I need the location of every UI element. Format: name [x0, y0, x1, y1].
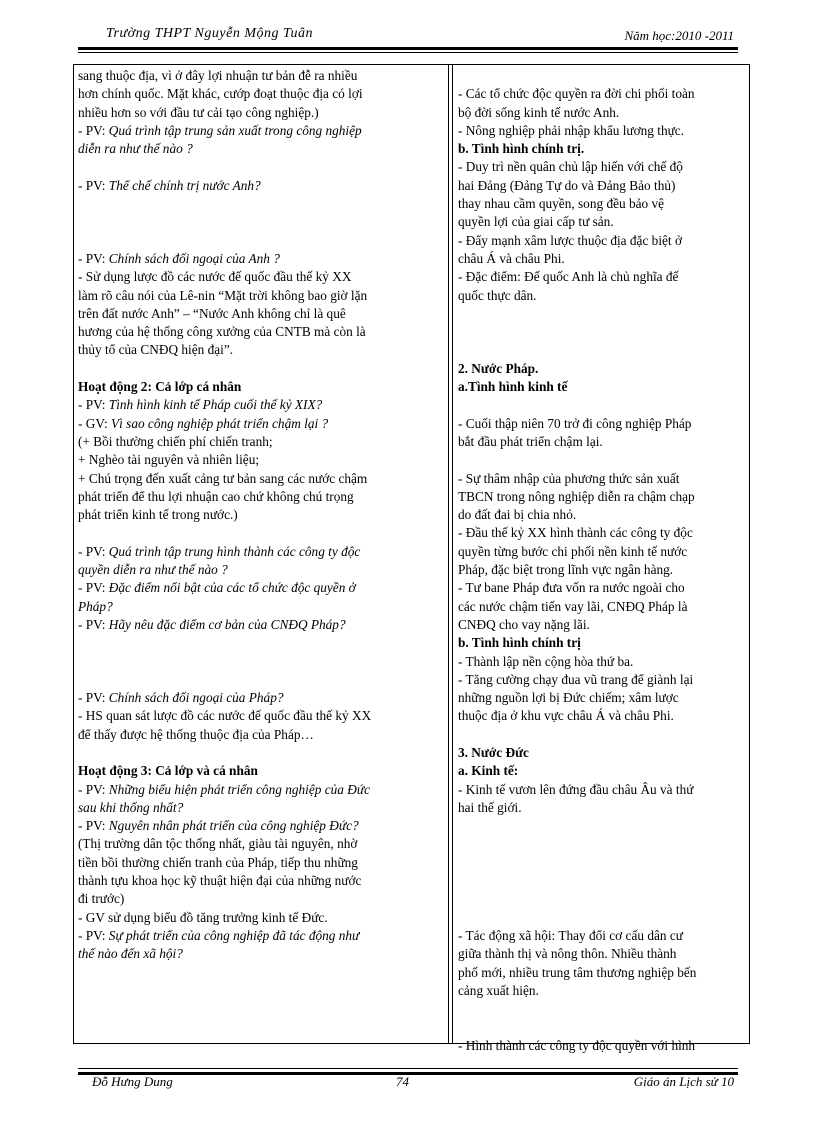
question-line	[78, 177, 444, 195]
question-text: Thể chế chính trị nước Anh?	[108, 177, 261, 193]
lesson-table	[73, 64, 750, 1053]
text-line: CNĐQ cho vay nặng lãi.	[458, 616, 590, 632]
text-line: (Thị trường dân tộc thống nhất, giàu tài nguyên, nhờ	[78, 836, 358, 852]
question-prefix: - PV:	[78, 580, 109, 596]
spacer	[78, 195, 444, 213]
text-line: bộ đời sống kinh tế nước Anh.	[458, 104, 620, 120]
spacer	[78, 671, 444, 689]
text-line: đi trước)	[78, 891, 125, 907]
spacer	[458, 890, 746, 908]
spacer	[458, 835, 746, 853]
text-line: - Đặc điểm: Đế quốc Anh là chủ nghĩa đế	[458, 269, 679, 285]
page-number: 74	[396, 1074, 409, 1089]
question-line: diễn ra như thế nào ?	[78, 141, 193, 157]
text-line: thay nhau cầm quyền, song đều bảo vệ	[458, 196, 665, 212]
footer-rule-thin	[78, 1068, 738, 1069]
spacer	[78, 232, 444, 250]
text-line: - Hình thành các công ty độc quyền với hình	[458, 1037, 696, 1053]
text-line: - Tư bane Pháp đưa vốn ra nước ngoài cho	[458, 580, 685, 596]
text-line: TBCN trong nông nghiệp diễn ra chậm chạp	[458, 488, 695, 504]
text-line: cảng xuất hiện.	[458, 982, 539, 998]
question-text: Quá trình tập trung sản xuất trong công nghiệp	[108, 122, 362, 138]
section-heading: 2. Nước Pháp.	[458, 360, 539, 376]
text-line: - Tăng cường chạy đua vũ trang để giành lại	[458, 671, 694, 687]
question-line	[78, 543, 444, 561]
question-line: sau khi thống nhất?	[78, 799, 184, 815]
text-line: sang thuộc địa, vì ở đây lợi nhuận tư bản đễ ra nhiều	[78, 68, 358, 83]
text-line: - Đẩy mạnh xâm lược thuộc địa đặc biệt ở	[458, 232, 682, 248]
text-line: để thấy được hệ thống thuộc địa của Pháp…	[78, 726, 314, 742]
question-prefix: - PV:	[78, 781, 109, 797]
spacer	[458, 341, 746, 359]
text-line: - Các tổ chức độc quyền ra đời chi phối toàn	[458, 86, 695, 102]
spacer	[78, 634, 444, 652]
text-line: quyền lợi của giai cấp tư sản.	[458, 214, 614, 230]
question-line	[78, 250, 444, 268]
text-line: các nước chậm tiến vay lãi, CNĐQ Pháp là	[458, 598, 688, 614]
question-line: Pháp?	[78, 598, 113, 614]
question-line	[78, 781, 444, 799]
column-divider-inner	[452, 65, 453, 1043]
text-line: Pháp, đặc biệt trong lĩnh vực ngân hàng.	[458, 562, 674, 578]
question-prefix: - PV:	[78, 397, 109, 413]
text-line: trên đất nước Anh” – “Nước Anh không chỉ là quê	[78, 305, 346, 321]
text-line: hai thế giới.	[458, 799, 522, 815]
text-line: hai Đảng (Đảng Tự do và Đảng Bảo thủ)	[458, 177, 676, 193]
section-subheading: a.Tình hình kinh tế	[458, 379, 568, 395]
question-text: Quá trình tập trung hình thành các công ty độc	[108, 543, 361, 559]
question-line	[78, 927, 444, 945]
text-line: phố mới, nhiều trung tâm thương nghiệp bến	[458, 964, 697, 980]
question-text: Tình hình kinh tế Pháp cuối thế kỷ XIX?	[108, 397, 323, 413]
spacer	[458, 726, 746, 744]
section-subheading: a. Kinh tế:	[458, 763, 519, 779]
text-line: bắt đầu phát triển chậm lại.	[458, 433, 603, 449]
text-line: - Tác động xã hội: Thay đổi cơ cấu dân cư	[458, 927, 683, 943]
footer-author: Đỗ Hưng Dung	[92, 1074, 173, 1089]
text-line: phát triển kinh tế trong nước.)	[78, 507, 238, 523]
question-prefix: - PV:	[78, 543, 109, 559]
spacer	[458, 305, 746, 323]
spacer	[78, 213, 444, 231]
text-line: thủy tổ của CNĐQ hiện đại”.	[78, 342, 234, 358]
spacer	[458, 396, 746, 414]
text-line: làm rõ câu nói của Lê-nin “Mặt trời không bao giờ lặn	[78, 287, 368, 303]
spacer	[458, 67, 746, 85]
text-line: quyền từng bước chi phối nền kinh tế nước	[458, 543, 688, 559]
text-line: - Sử dụng lược đồ các nước đế quốc đầu thế kỷ XX	[78, 269, 352, 285]
question-text: Nguyên nhân phát triển của công nghiệp Đức?	[108, 818, 359, 834]
page-footer	[78, 1068, 738, 1108]
text-line: + Nghèo tài nguyên và nhiên liệu;	[78, 452, 260, 468]
text-line: những nguồn lợi bị Đức chiếm; xâm lược	[458, 690, 679, 706]
spacer	[458, 1000, 746, 1018]
question-line: quyền diễn ra như thế nào ?	[78, 562, 228, 578]
text-line: + Chú trọng đến xuất cảng tư bản sang các nước chậm	[78, 470, 368, 486]
section-subheading: b. Tình hình chính trị.	[458, 141, 585, 157]
spacer	[78, 653, 444, 671]
question-text: Sự phát triển của công nghiệp đã tác động như	[108, 927, 360, 943]
text-line: - GV sử dụng biểu đồ tăng trưởng kinh tế Đức.	[78, 909, 328, 925]
spacer	[78, 360, 444, 378]
question-line	[78, 415, 444, 433]
question-line	[78, 396, 444, 414]
question-prefix: - GV:	[78, 415, 111, 431]
teacher-student-activities-column	[78, 67, 444, 964]
question-line: thế nào đến xã hội?	[78, 946, 183, 962]
question-text: Vì sao công nghiệp phát triển chậm lại ?	[111, 415, 329, 431]
page-header	[78, 20, 738, 46]
question-prefix: - PV:	[78, 818, 109, 834]
text-line: nhiều hơn so với đầu tư cải tạo công nghiệp.)	[78, 104, 319, 120]
text-line: hơn chính quốc. Mặt khác, cướp đoạt thuộc địa có lợi	[78, 86, 363, 102]
question-line	[78, 616, 444, 634]
text-line: thuộc địa ở khu vực châu Á và châu Phi.	[458, 708, 674, 724]
spacer	[78, 158, 444, 176]
spacer	[458, 1018, 746, 1036]
spacer	[458, 323, 746, 341]
question-prefix: - PV:	[78, 690, 109, 706]
knowledge-content-column	[458, 67, 746, 1055]
question-text: Chính sách đối ngoại của Pháp?	[108, 690, 284, 706]
text-line: giữa thành thị và nông thôn. Nhiều thành	[458, 946, 677, 962]
question-text: Hãy nêu đặc điểm cơ bản của CNĐQ Pháp?	[108, 616, 346, 632]
text-line: (+ Bồi thường chiến phí chiến tranh;	[78, 433, 273, 449]
activity-heading: Hoạt động 2: Cả lớp cá nhân	[78, 379, 242, 395]
school-name: Trường THPT Nguyễn Mộng Tuân	[106, 26, 313, 41]
text-line: - Nông nghiệp phải nhập khẩu lương thực.	[458, 122, 685, 138]
spacer	[78, 744, 444, 762]
spacer	[458, 909, 746, 927]
text-line: do đất đai bị chia nhỏ.	[458, 507, 577, 523]
text-line: châu Á và châu Phi.	[458, 250, 565, 266]
question-prefix: - PV:	[78, 122, 109, 138]
school-year: Năm học:2010 -2011	[624, 28, 734, 43]
text-line: - Đầu thế kỷ XX hình thành các công ty độc	[458, 525, 693, 541]
text-line: - Duy trì nền quân chủ lập hiến với chế độ	[458, 159, 683, 175]
text-line: - HS quan sát lược đồ các nước đế quốc đầu thế kỷ XX	[78, 708, 372, 724]
text-line: quốc thực dân.	[458, 287, 537, 303]
question-text: Những biểu hiện phát triển công nghiệp của Đức	[108, 781, 370, 797]
section-heading: 3. Nước Đức	[458, 744, 529, 760]
text-line: - Thành lập nền cộng hòa thứ ba.	[458, 653, 634, 669]
text-line: thành tựu khoa học kỹ thuật hiện đại của những nước	[78, 873, 362, 889]
spacer	[458, 817, 746, 835]
column-divider	[448, 65, 449, 1043]
question-text: Đặc điểm nổi bật của các tổ chức độc quyền ở	[108, 580, 356, 596]
question-line	[78, 579, 444, 597]
question-text: Chính sách đối ngoại của Anh ?	[108, 250, 280, 266]
text-line: tiền bồi thường chiến tranh của Pháp, tiếp thu những	[78, 854, 358, 870]
question-prefix: - PV:	[78, 616, 109, 632]
text-line: hương của hệ thống công xưởng của CNTB mà còn là	[78, 324, 366, 340]
text-line: - Cuối thập niên 70 trở đi công nghiệp Pháp	[458, 415, 692, 431]
question-line	[78, 817, 444, 835]
footer-document-title: Giáo án Lịch sử 10	[633, 1074, 734, 1089]
header-rule-thin	[78, 52, 738, 53]
question-prefix: - PV:	[78, 250, 109, 266]
question-prefix: - PV:	[78, 927, 109, 943]
question-prefix: - PV:	[78, 177, 109, 193]
spacer	[458, 854, 746, 872]
text-line: phát triển để thu lợi nhuận cao chứ không chú trọng	[78, 488, 354, 504]
spacer	[78, 524, 444, 542]
activity-heading: Hoạt động 3: Cả lớp và cá nhân	[78, 763, 258, 779]
spacer	[458, 872, 746, 890]
text-line: - Sự thâm nhập của phương thức sản xuất	[458, 470, 680, 486]
text-line: - Kinh tế vươn lên đứng đầu châu Âu và thứ	[458, 781, 694, 797]
spacer	[458, 451, 746, 469]
question-line	[78, 122, 444, 140]
section-subheading: b. Tình hình chính trị	[458, 635, 581, 651]
header-rule-thick	[78, 47, 738, 50]
question-line	[78, 689, 444, 707]
